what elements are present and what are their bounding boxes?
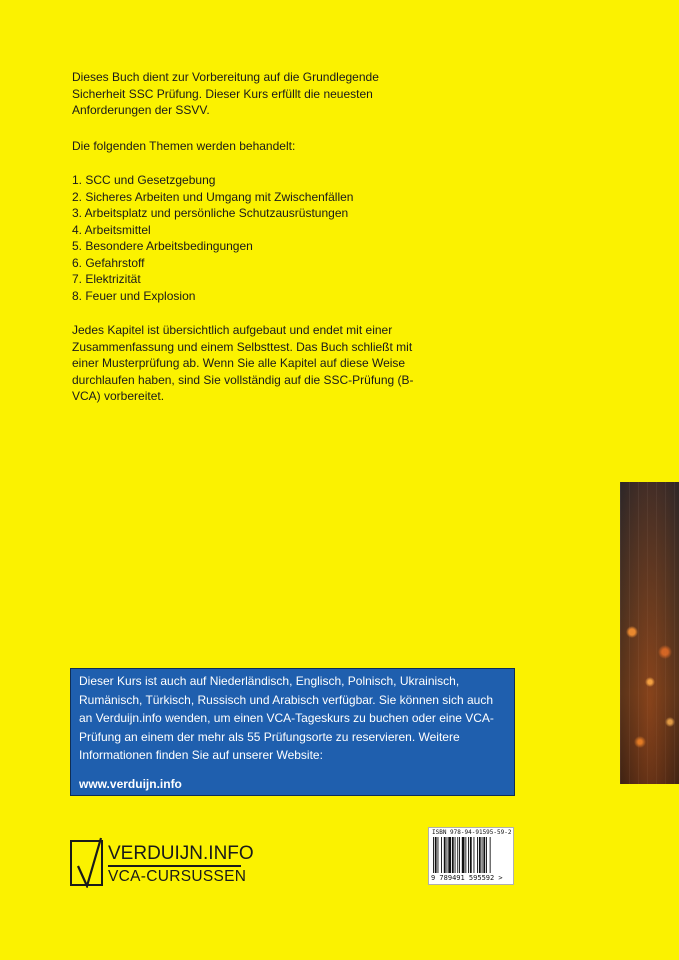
barcode-bar [444, 837, 446, 873]
logo-subtitle: VCA-CURSUSSEN [108, 868, 247, 885]
barcode-bar [479, 837, 481, 873]
barcode-bar [468, 837, 469, 873]
topics-heading: Die folgenden Themen werden behandelt: [72, 139, 296, 153]
topics-list [72, 172, 353, 304]
topic-item: 8. Feuer und Explosion [72, 288, 196, 303]
barcode-bar [457, 837, 458, 873]
topic-item: 5. Besondere Arbeitsbedingungen [72, 239, 253, 253]
industrial-photo [620, 482, 679, 784]
logo-box [70, 840, 103, 886]
topic-item: 6. Gefahrstoff [72, 255, 145, 270]
barcode-bar [477, 837, 478, 873]
barcode-bar [441, 837, 442, 873]
isbn-barcode [428, 827, 514, 885]
barcode-bar [474, 837, 475, 873]
barcode-bar [448, 837, 451, 873]
outro-paragraph: Jedes Kapitel ist übersichtlich aufgebaut und endet mit einer Zusammenfassung und einem Selbsttest. Das Buch schließt mit einer Musterprüfung ab. Wenn Sie alle Kapitel auf diese Weise durchlaufen haben, sind Sie vollständig auf die SSC-Prüfung (B-VCA) vorbereitet. [72, 323, 414, 403]
topic-item: 2. Sicheres Arbeiten und Umgang mit Zwischenfällen [72, 189, 354, 204]
info-box [70, 668, 515, 796]
topic-item: 1. SCC und Gesetzgebung [72, 173, 216, 187]
barcode-bar [433, 837, 434, 873]
barcode-bar [435, 837, 437, 873]
barcode-bar [455, 837, 456, 873]
checkmark-icon [74, 836, 104, 888]
barcode-bar [452, 837, 454, 873]
barcode-bar [462, 837, 465, 873]
verduijn-logo [70, 840, 254, 890]
info-box-text: Dieser Kurs ist auch auf Niederländisch, Englisch, Polnisch, Ukrainisch, Rumänisch, Türkisch, Russisch und Arabisch verfügbar. Sie können sich auch an Verduijn.info wenden, um einen VCA-Tageskurs zu buchen oder eine VCA-Prüfung an einem der mehr als 55 Prüfungsorte zu reservieren. Weitere Informationen finden Sie auf unserer Website: [79, 674, 494, 762]
barcode-bar [459, 837, 460, 873]
barcode-bar [465, 837, 466, 873]
barcode-bars [433, 837, 511, 873]
barcode-bar [486, 837, 487, 873]
website-link[interactable]: www.verduijn.info [79, 776, 182, 791]
barcode-digits: 9 789491 595592 > [431, 874, 503, 882]
barcode-bar [438, 837, 439, 873]
logo-brand: VERDUIJN.INFO [108, 843, 254, 864]
barcode-bar [483, 837, 485, 873]
barcode-bar [482, 837, 483, 873]
topic-item: 3. Arbeitsplatz und persönliche Schutzausrüstungen [72, 206, 349, 220]
topic-item: 4. Arbeitsmittel [72, 222, 151, 237]
intro-paragraph: Dieses Buch dient zur Vorbereitung auf die Grundlegende Sicherheit SSC Prüfung. Dieser Kurs erfüllt die neuesten Anforderungen der SSVV. [72, 70, 379, 117]
barcode-bar [470, 837, 472, 873]
barcode-bar [490, 837, 491, 873]
isbn-text: ISBN 978-94-91595-59-2 [432, 829, 512, 836]
barcode-bar [447, 837, 448, 873]
topic-item: 7. Elektrizität [72, 272, 141, 286]
